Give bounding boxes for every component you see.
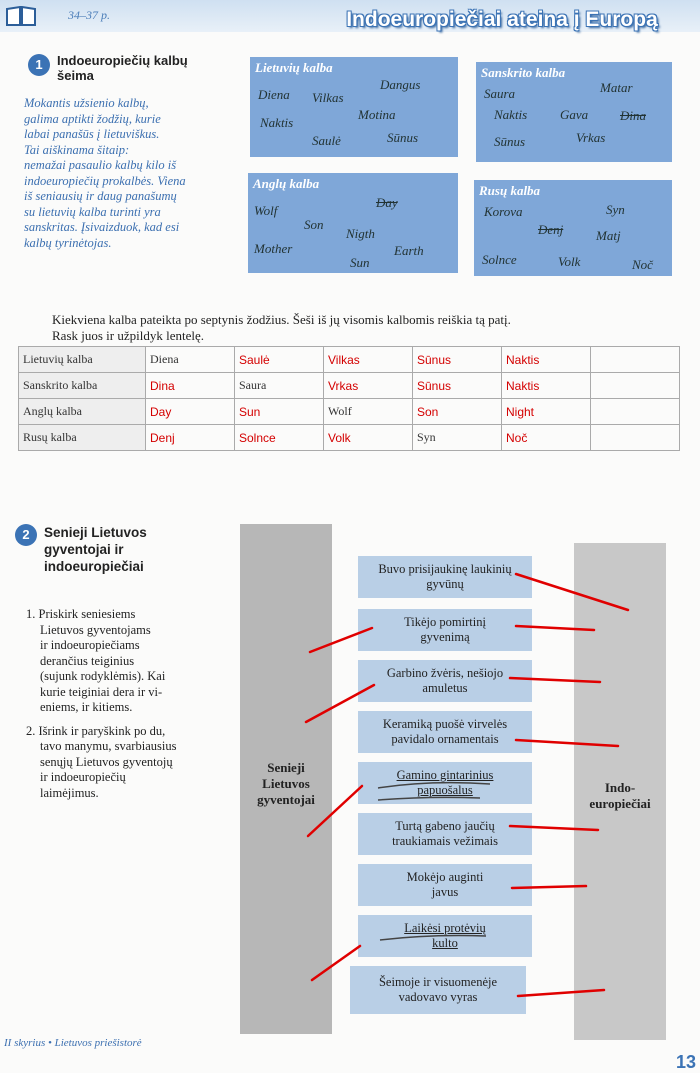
intro-line: Mokantis užsienio kalbų,	[24, 96, 149, 110]
word: Naktis	[494, 107, 528, 122]
instruction-line: Kiekviena kalba pateikta po septynis žodžius. Šeši iš jų visomis kalbomis reiškia tą patį.	[52, 312, 511, 327]
column-label-line: Lietuvos	[262, 776, 310, 791]
table-cell[interactable]: Son	[413, 399, 502, 425]
pencil-underline	[378, 783, 490, 788]
row-label: Rusų kalba	[19, 425, 146, 451]
section-title-line: Senieji Lietuvos	[44, 525, 147, 540]
intro-line: su lietuvių kalba turinti yra	[24, 204, 161, 219]
connector-line	[510, 678, 600, 682]
table-cell[interactable]: Saura	[235, 373, 324, 399]
intro-line: galima aptikti žodžių, kurie	[24, 111, 161, 126]
word: Diena	[258, 87, 290, 102]
word: Syn	[606, 202, 625, 217]
column-label-line: Senieji	[267, 760, 305, 775]
table-cell[interactable]: Noč	[502, 425, 591, 451]
task-line: senųjų Lietuvos gyventojų	[40, 754, 173, 769]
intro-line: labai panašūs į lietuviškus.	[24, 127, 160, 141]
table-cell[interactable]: Sun	[235, 399, 324, 425]
statement-line: pavidalo ornamentais	[391, 732, 499, 746]
connector-line	[312, 946, 360, 980]
word: Gava	[560, 107, 589, 122]
connector-line	[516, 574, 628, 610]
word: Volk	[558, 254, 581, 269]
section-title-line: šeima	[57, 68, 94, 83]
connector-line	[510, 826, 598, 830]
statement-line: papuošalus	[417, 783, 473, 797]
statement-line: Laikėsi protėvių	[404, 921, 486, 935]
word: Denj	[538, 222, 564, 237]
connector-line	[518, 990, 604, 996]
intro-line: indoeuropiečių prokalbės. Viena	[24, 173, 186, 188]
connector-line	[516, 740, 618, 746]
column-label-line: europiečiai	[589, 796, 651, 811]
word: Matar	[600, 80, 633, 95]
row-label: Lietuvių kalba	[19, 347, 146, 373]
section-title-line: indoeuropiečiai	[44, 559, 144, 574]
table-cell[interactable]: Sūnus	[413, 373, 502, 399]
table-cell[interactable]: Vrkas	[324, 373, 413, 399]
footer-chapter: II skyrius • Lietuvos priešistorė	[4, 1037, 142, 1049]
word: Naktis	[260, 115, 294, 130]
connector-line	[308, 786, 362, 836]
language-box-title: Rusų kalba	[479, 183, 541, 198]
task-line: kurie teiginiai dera ir vi-	[40, 684, 163, 699]
task-line: 1. Priskirk seniesiems	[26, 607, 136, 621]
word: Motina	[358, 107, 396, 122]
language-box-title: Anglų kalba	[253, 176, 320, 191]
intro-line: iš seniausių ir daug panašumų	[24, 189, 177, 203]
word: Vilkas	[312, 90, 344, 105]
table-cell[interactable]: Day	[146, 399, 235, 425]
connector-line	[516, 626, 594, 630]
page-range: 34–37 p.	[68, 8, 110, 22]
intro-line: Tai aiškinama šitaip:	[24, 142, 130, 157]
task-line: ir indoeuropiečių	[40, 770, 126, 784]
statement-line: Šeimoje ir visuomenėje	[378, 975, 498, 989]
table-cell[interactable]: Solnce	[235, 425, 324, 451]
word: Nigth	[346, 226, 375, 241]
statement-line: vadovavo vyras	[398, 990, 478, 1004]
statement-line: gyvūnų	[426, 577, 464, 591]
column-label-line: Indo-	[604, 780, 636, 795]
table-cell[interactable]: Naktis	[502, 347, 591, 373]
intro-line: sanskritas. Įsivaizduok, kad esi	[24, 220, 180, 234]
column-label-line: gyventojai	[257, 792, 315, 807]
statement-line: Garbino žvėris, nešiojo	[386, 666, 504, 680]
statement-line: amuletus	[422, 681, 468, 695]
table-cell[interactable]: Sūnus	[413, 347, 502, 373]
task-line: Lietuvos gyventojams	[40, 622, 151, 637]
word: Earth	[394, 243, 424, 258]
word: Sūnus	[494, 134, 526, 149]
task-line: tavo manymu, svarbiausius	[40, 739, 177, 753]
task-line: (sujunk rodyklėmis). Kai	[40, 669, 166, 683]
word: Noč	[632, 257, 653, 272]
statement-line: Gamino gintarinius	[396, 768, 494, 782]
task-line: eniems, ir kitiems.	[40, 700, 133, 714]
table-cell[interactable]: Dina	[146, 373, 235, 399]
statement-line: javus	[431, 885, 459, 899]
statement-line: Keramiką puošė virvelės	[382, 717, 508, 731]
statement-line: Tikėjo pomirtinį	[404, 615, 486, 629]
pencil-underline	[380, 936, 486, 941]
section-title-line: gyventojai ir	[44, 542, 124, 557]
word: Saulė	[312, 133, 341, 148]
statement-line: Mokėjo auginti	[406, 870, 484, 884]
section-title-line: Indoeuropiečių kalbų	[57, 53, 188, 68]
word: Solnce	[482, 252, 517, 267]
language-box-title: Sanskrito kalba	[481, 65, 566, 80]
word: Dina	[620, 108, 646, 123]
table-cell[interactable]: Diena	[146, 347, 235, 373]
word: Saura	[484, 86, 516, 101]
pencil-underline	[378, 797, 480, 800]
connector-line	[306, 685, 374, 722]
table-cell[interactable]: Naktis	[502, 373, 591, 399]
table-cell[interactable]: Denj	[146, 425, 235, 451]
word: Dangus	[380, 77, 421, 92]
word: Wolf	[254, 203, 278, 218]
table-cell[interactable]: Wolf	[324, 399, 413, 425]
word: Vrkas	[576, 130, 606, 145]
table-cell[interactable]: Volk	[324, 425, 413, 451]
intro-line: nemažai pasaulio kalbų kilo iš	[24, 158, 177, 172]
task-line: laimėjimus.	[40, 785, 99, 800]
table-cell[interactable]: Saulė	[235, 347, 324, 373]
statement-line: Turtą gabeno jaučių	[395, 819, 495, 833]
word: Mother	[254, 241, 293, 256]
task-line: ir indoeuropiečiams	[40, 638, 140, 652]
word: Sūnus	[387, 130, 419, 145]
word: Matj	[596, 228, 621, 243]
statement-line: Buvo prisijaukinę laukinių	[378, 562, 512, 576]
statement-line: kulto	[432, 936, 458, 950]
word: Sun	[350, 255, 370, 270]
connector-line	[512, 886, 586, 888]
table-cell[interactable]: Night	[502, 399, 591, 425]
word: Son	[304, 217, 324, 232]
language-box-title: Lietuvių kalba	[255, 60, 333, 75]
table-cell[interactable]: Vilkas	[324, 347, 413, 373]
page-title: Indoeuropiečiai ateina į Europą	[346, 8, 658, 31]
statement-line: gyvenimą	[420, 630, 470, 644]
intro-line: kalbų tyrinėtojas.	[24, 235, 112, 250]
row-label: Sanskrito kalba	[19, 373, 146, 399]
page-number: 13	[676, 1052, 697, 1072]
row-label: Anglų kalba	[19, 399, 146, 425]
word: Day	[376, 195, 398, 210]
section-number: 2	[15, 524, 37, 546]
table-cell[interactable]: Syn	[413, 425, 502, 451]
task-line: 2. Išrink ir paryškink po du,	[26, 723, 166, 738]
connector-line	[310, 628, 372, 652]
section-number: 1	[28, 54, 50, 76]
instruction-line: Rask juos ir užpildyk lentelę.	[52, 328, 205, 343]
statement-line: traukiamais vežimais	[392, 834, 498, 848]
word: Korova	[484, 204, 523, 219]
task-line: derančius teiginius	[40, 653, 135, 668]
